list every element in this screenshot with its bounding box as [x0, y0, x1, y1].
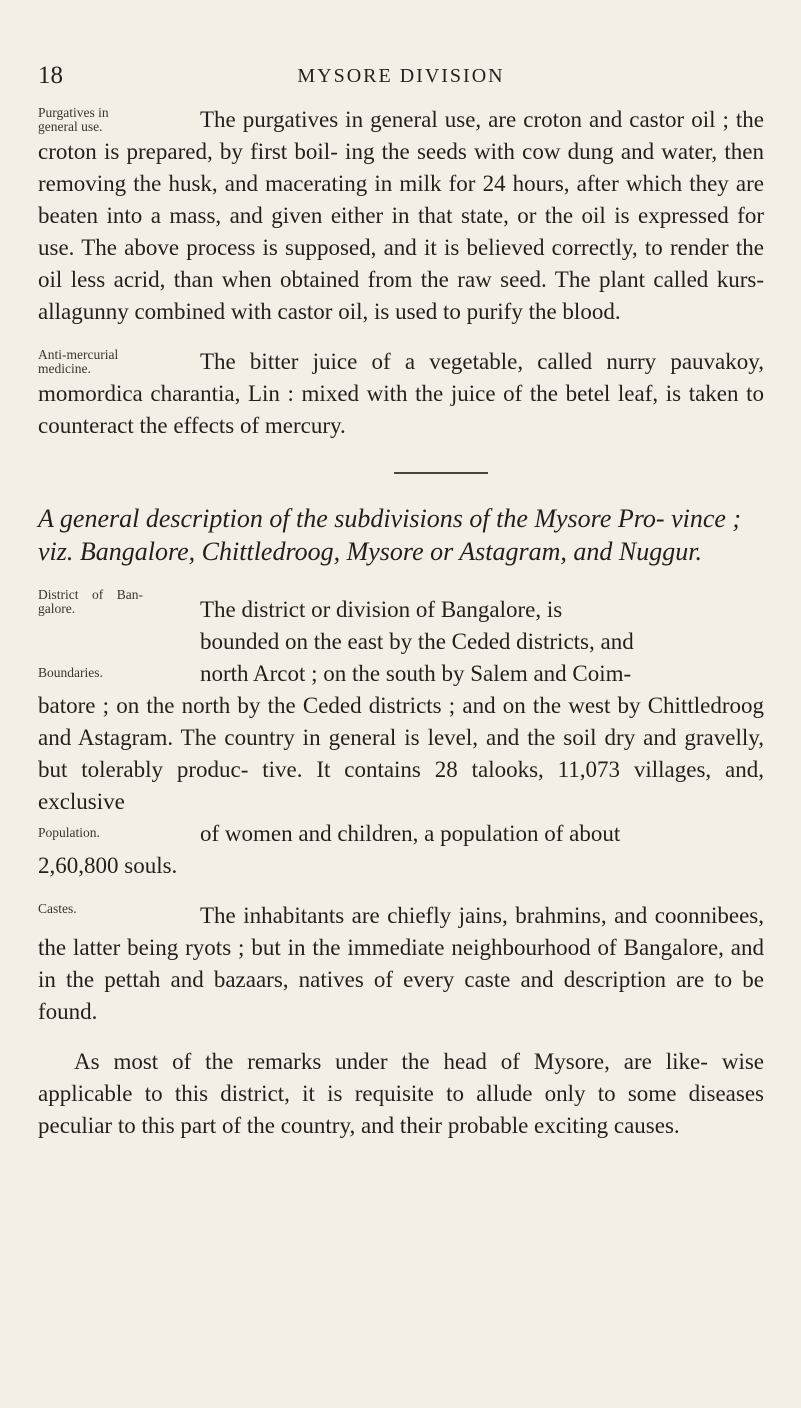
- paragraph-closing: As most of the remarks under the head of Mysore, are like- wise applicable to this district, it is requisite to allude only to some diseases peculiar to this part of the country, and their probable exciting causes.: [38, 1049, 764, 1138]
- purgatives-section: [38, 104, 764, 328]
- page-header: [38, 62, 764, 92]
- page-body: [38, 104, 764, 1142]
- running-head: MYSORE DIVISION: [297, 65, 505, 87]
- district-line-1: The district or division of Bangalore, is: [200, 597, 563, 622]
- section-divider-rule: [394, 472, 488, 474]
- district-line-3: north Arcot ; on the south by Salem and Coim-: [200, 661, 632, 686]
- castes-section: [38, 900, 764, 1028]
- district-section: [38, 588, 764, 882]
- district-population-line: of women and children, a population of about: [200, 821, 621, 846]
- paragraph-anti-mercurial: The bitter juice of a vegetable, called nurry pauvakoy, momordica charantia, Lin : mixed with the juice of the betel leaf, is taken to counteract the effects of mercury.: [38, 349, 764, 438]
- paragraph-purgatives: The purgatives in general use, are croton and castor oil ; the croton is prepared, by first boil- ing the seeds with cow dung and water, then removing the husk, and macerating in milk for 24 hours, after which they are beaten into a mass, and given either in that state, or the oil is expressed for use. The above process is supposed, and it is believed correctly, to render the oil less acrid, than when obtained from the raw seed. The plant called kurs-allagunny combined with castor oil, is used to purify the blood.: [38, 107, 764, 324]
- section-title: A general description of the subdivisions of the Mysore Pro- vince ; viz. Bangalore, Chittledroog, Mysore or Astagram, and Nuggur.: [38, 504, 742, 566]
- paragraph-castes: The inhabitants are chiefly jains, brahmins, and coonnibees, the latter being ryots ; but in the immediate neighbourhood of Bangalore, and in the pettah and bazaars, natives of every caste and description are to be found.: [38, 903, 764, 1024]
- sidenote-population: Population.: [38, 825, 100, 840]
- paragraph-district: [38, 588, 764, 882]
- sidenote-purgatives: Purgatives in general use.: [38, 105, 109, 134]
- district-end: 2,60,800 souls.: [38, 853, 178, 878]
- anti-mercurial-section: [38, 346, 764, 442]
- sidenote-castes: Castes.: [38, 901, 77, 916]
- district-line-2: bounded on the east by the Ceded districts, and: [200, 629, 634, 654]
- sidenote-district: District of Ban- galore.: [38, 587, 143, 616]
- sidenote-boundaries: Boundaries.: [38, 665, 103, 680]
- district-rest: batore ; on the north by the Ceded districts ; and on the west by Chittledroog and Astagram. The country in general is level, and the soil dry and gravelly, but tolerably produc- tive. It contains 28 talooks, 11,073 villages, and, exclusive: [38, 693, 764, 814]
- page-number: 18: [38, 62, 63, 89]
- sidenote-anti-mercurial: Anti-mercurial medicine.: [38, 347, 119, 376]
